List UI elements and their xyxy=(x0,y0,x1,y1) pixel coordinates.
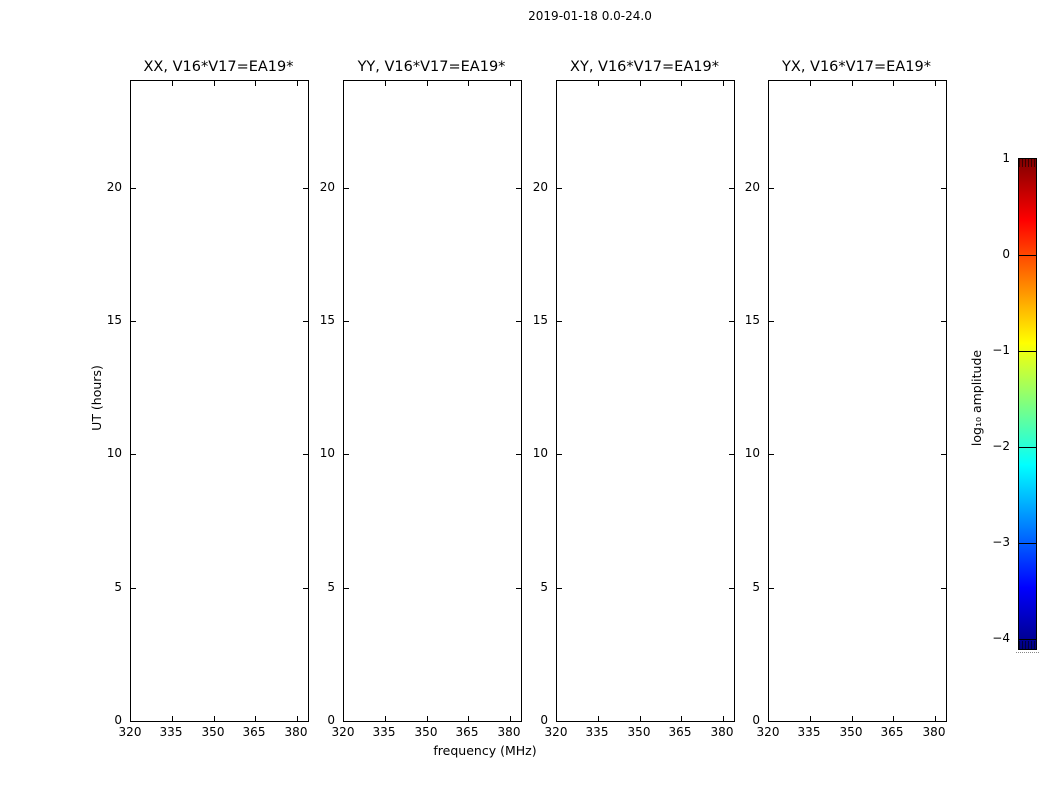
y-tick-mark xyxy=(131,321,136,322)
x-tick-label: 380 xyxy=(710,725,734,739)
y-tick-mark xyxy=(941,188,946,189)
y-tick-mark xyxy=(344,588,349,589)
x-tick-label: 335 xyxy=(372,725,396,739)
x-tick-mark xyxy=(255,716,256,721)
x-tick-mark xyxy=(640,716,641,721)
x-tick-label: 320 xyxy=(544,725,568,739)
colorbar-hatch-top xyxy=(1019,159,1036,167)
x-tick-mark xyxy=(810,81,811,86)
x-tick-label: 380 xyxy=(497,725,521,739)
colorbar-tick-mark xyxy=(1019,543,1036,544)
y-axis-label: UT (hours) xyxy=(89,365,104,431)
y-tick-mark xyxy=(131,188,136,189)
y-tick-label: 15 xyxy=(319,313,335,327)
x-tick-label: 320 xyxy=(331,725,355,739)
x-tick-mark xyxy=(214,81,215,86)
y-tick-mark xyxy=(344,321,349,322)
y-tick-label: 5 xyxy=(752,580,760,594)
colorbar-axis-label: log₁₀ amplitude xyxy=(969,349,984,447)
x-tick-mark xyxy=(893,716,894,721)
subplot-title: YX, V16*V17=EA19* xyxy=(782,59,931,75)
y-tick-mark xyxy=(344,188,349,189)
colorbar xyxy=(1018,158,1037,650)
y-tick-label: 15 xyxy=(532,313,548,327)
x-tick-mark xyxy=(810,716,811,721)
colorbar-tick-label: 0 xyxy=(1002,247,1010,261)
subplot-title: YY, V16*V17=EA19* xyxy=(357,59,506,75)
x-tick-mark xyxy=(172,81,173,86)
colorbar-tick-mark xyxy=(1019,447,1036,448)
y-tick-label: 0 xyxy=(752,713,760,727)
y-tick-label: 10 xyxy=(532,446,548,460)
x-tick-mark xyxy=(172,716,173,721)
x-tick-mark xyxy=(255,81,256,86)
y-tick-mark xyxy=(941,454,946,455)
y-tick-mark xyxy=(941,588,946,589)
y-tick-label: 5 xyxy=(327,580,335,594)
x-tick-mark xyxy=(385,716,386,721)
x-tick-label: 380 xyxy=(284,725,308,739)
y-tick-label: 10 xyxy=(744,446,760,460)
x-tick-label: 350 xyxy=(627,725,651,739)
y-tick-label: 20 xyxy=(532,180,548,194)
colorbar-tick-mark xyxy=(1019,639,1036,640)
colorbar-tick-label: −2 xyxy=(992,439,1010,453)
x-tick-mark xyxy=(598,716,599,721)
x-tick-label: 335 xyxy=(159,725,183,739)
x-tick-mark xyxy=(935,716,936,721)
x-tick-label: 365 xyxy=(668,725,692,739)
colorbar-tick-label: 1 xyxy=(1002,151,1010,165)
y-tick-label: 20 xyxy=(106,180,122,194)
x-tick-mark xyxy=(681,716,682,721)
subplot-title: XX, V16*V17=EA19* xyxy=(143,59,294,75)
x-tick-label: 335 xyxy=(585,725,609,739)
y-tick-mark xyxy=(131,588,136,589)
y-tick-mark xyxy=(769,454,774,455)
subplot-title: XY, V16*V17=EA19* xyxy=(570,59,719,75)
y-tick-label: 0 xyxy=(540,713,548,727)
x-tick-label: 320 xyxy=(756,725,780,739)
x-tick-label: 365 xyxy=(455,725,479,739)
y-tick-label: 0 xyxy=(327,713,335,727)
subplot-yy xyxy=(343,80,522,722)
x-axis-label: frequency (MHz) xyxy=(433,743,537,758)
x-tick-mark xyxy=(893,81,894,86)
colorbar-hatch-bottom xyxy=(1019,641,1036,649)
y-tick-label: 15 xyxy=(744,313,760,327)
y-tick-mark xyxy=(131,454,136,455)
x-tick-label: 350 xyxy=(414,725,438,739)
y-tick-mark xyxy=(941,321,946,322)
x-tick-mark xyxy=(468,81,469,86)
colorbar-tick-label: −1 xyxy=(992,343,1010,357)
y-tick-label: 20 xyxy=(319,180,335,194)
y-tick-mark xyxy=(769,321,774,322)
y-tick-mark xyxy=(557,454,562,455)
y-tick-mark xyxy=(344,454,349,455)
y-tick-mark xyxy=(557,588,562,589)
y-tick-mark xyxy=(557,188,562,189)
colorbar-tick-label: −3 xyxy=(992,535,1010,549)
x-tick-mark xyxy=(935,81,936,86)
x-tick-label: 320 xyxy=(118,725,142,739)
y-tick-label: 5 xyxy=(114,580,122,594)
colorbar-tick-mark xyxy=(1019,351,1036,352)
colorbar-tick-label: −4 xyxy=(992,631,1010,645)
x-tick-mark xyxy=(510,81,511,86)
y-tick-label: 0 xyxy=(114,713,122,727)
x-tick-mark xyxy=(598,81,599,86)
x-tick-mark xyxy=(214,716,215,721)
x-tick-mark xyxy=(427,716,428,721)
x-tick-mark xyxy=(640,81,641,86)
subplot-xy xyxy=(556,80,735,722)
x-tick-mark xyxy=(297,81,298,86)
x-tick-label: 365 xyxy=(880,725,904,739)
x-tick-mark xyxy=(427,81,428,86)
y-tick-label: 10 xyxy=(106,446,122,460)
x-tick-label: 350 xyxy=(201,725,225,739)
x-tick-label: 335 xyxy=(797,725,821,739)
y-tick-label: 5 xyxy=(540,580,548,594)
x-tick-label: 365 xyxy=(242,725,266,739)
x-tick-label: 380 xyxy=(922,725,946,739)
colorbar-dotted-edge xyxy=(1016,652,1039,653)
x-tick-mark xyxy=(681,81,682,86)
colorbar-tick-mark xyxy=(1019,255,1036,256)
y-tick-mark xyxy=(769,588,774,589)
x-tick-mark xyxy=(468,716,469,721)
subplot-xx xyxy=(130,80,309,722)
x-tick-label: 350 xyxy=(839,725,863,739)
y-tick-label: 20 xyxy=(744,180,760,194)
x-tick-mark xyxy=(852,716,853,721)
subplot-yx xyxy=(768,80,947,722)
y-tick-mark xyxy=(557,321,562,322)
y-tick-label: 10 xyxy=(319,446,335,460)
x-tick-mark xyxy=(385,81,386,86)
y-tick-mark xyxy=(769,188,774,189)
y-tick-label: 15 xyxy=(106,313,122,327)
figure-title: 2019-01-18 0.0-24.0 xyxy=(528,9,652,23)
x-tick-mark xyxy=(723,81,724,86)
x-tick-mark xyxy=(852,81,853,86)
